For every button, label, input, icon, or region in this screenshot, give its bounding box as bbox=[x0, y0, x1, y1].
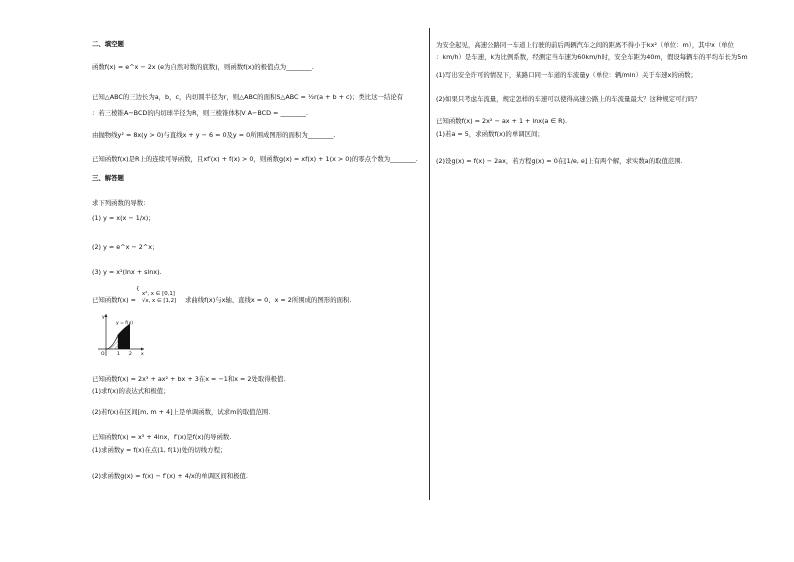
function-problem-part1: (1)若a = 5，求函数f(x)的单调区间； bbox=[436, 130, 544, 138]
question-answer-1-part2: (2) y = e^x − 2^x； bbox=[92, 243, 159, 251]
piecewise-case-2: √x, x ∈ [1,2] bbox=[142, 298, 177, 304]
question-answer-1-part3: (3) y = x²(lnx + sinx). bbox=[92, 268, 162, 276]
tick-label-2: 2 bbox=[129, 352, 132, 357]
question-answer-3-part1: (1)求f(x)的表达式和极值； bbox=[92, 387, 170, 395]
question-answer-4-part2: (2)求函数g(x) = f(x) − f′(x) + 4/x的单调区间和极值. bbox=[92, 472, 248, 480]
x-axis-arrow-icon bbox=[141, 348, 144, 351]
question-answer-3: 已知函数f(x) = 2x³ + ax² + bx + 3在x = −1和x = 2处取得极值. bbox=[92, 375, 286, 383]
function-problem-stem: 已知函数f(x) = 2x² − ax + 1 + lnx(a ∈ R). bbox=[436, 117, 568, 125]
question-answer-4: 已知函数f(x) = x³ + 4lnx，f′(x)是f(x)的导函数. bbox=[92, 433, 232, 441]
question-fill-2a: 已知△ABC的三边长为a，b，c，内切圆半径为r，则△ABC的面积S△ABC = ½r(a + b + c)；类比这一结论有 bbox=[92, 93, 404, 101]
curve-label: y = f(x) bbox=[116, 321, 134, 326]
y-axis-label: y bbox=[102, 315, 105, 320]
piecewise-case-1: x², x ∈ [0,1] bbox=[142, 291, 175, 297]
question-answer-2-prefix: 已知函数f(x) = bbox=[92, 296, 136, 304]
traffic-problem-part2: (2)如果只考虑车流量，规定怎样的车速可以使得高速公路上的车流量最大？这种规定可行吗？ bbox=[436, 95, 701, 103]
question-answer-4-part1: (1)求函数y = f(x)在点(1, f(1))处的切线方程； bbox=[92, 446, 227, 454]
y-axis-arrow-icon bbox=[105, 314, 108, 317]
question-fill-3: 由抛物线y² = 8x(y > 0)与直线x + y − 6 = 0及y = 0所围成图形的面积为________. bbox=[92, 131, 336, 139]
traffic-problem-line-1: 为安全起见，高速公路同一车道上行驶的前后两辆汽车之间的距离不得小于kx²（单位：m），其中x（单位 bbox=[436, 41, 735, 49]
tick-label-1: 1 bbox=[117, 352, 120, 357]
question-answer-1-part1: (1) y = x(x − 1/x)； bbox=[92, 214, 155, 222]
question-fill-2b: ：若三棱锥A−BCD的内切球半径为R，则三棱锥体积V A−BCD = ________. bbox=[92, 109, 309, 117]
question-answer-1: 求下列函数的导数： bbox=[92, 199, 150, 207]
question-answer-2-suffix: 求曲线f(x)与x轴、直线x = 0、x = 2所围成的图形的面积. bbox=[185, 296, 352, 304]
question-fill-4: 已知函数f(x)是R上的连续可导函数，且xf′(x) + f(x) > 0，则函数g(x) = xf(x) + 1(x > 0)的零点个数为________. bbox=[92, 155, 418, 163]
question-answer-3-part2: (2)若f(x)在区间[m, m + 4]上是单调函数，试求m的取值范围. bbox=[92, 408, 271, 416]
piecewise-brace: { bbox=[136, 286, 140, 292]
traffic-problem-line-2: ：km/h）是车速，k为比例系数，经测定当车速为60km/h时，安全车距为40m，假设每辆车的平均车长为5m bbox=[436, 53, 748, 61]
question-fill-1: 函数f(x) = e^x − 2x (e为自然对数的底数)，则函数f(x)的极值点为________. bbox=[92, 63, 314, 71]
origin-label: O bbox=[101, 352, 105, 357]
function-problem-part2: (2)设g(x) = f(x) − 2ax，若方程g(x) = 0在[1/e, e]上有两个解，求实数a的取值范围. bbox=[436, 157, 683, 165]
x-axis-label: x bbox=[141, 352, 144, 357]
traffic-problem-part1: (1)写出安全许可的情况下，某路口同一车道的车流量y（单位：辆/min）关于车速x的函数； bbox=[436, 71, 697, 79]
region-left bbox=[106, 335, 118, 349]
section-answer-heading: 三、解答题 bbox=[92, 174, 124, 182]
right-column bbox=[430, 0, 794, 562]
section-fill-heading: 二、填空题 bbox=[92, 40, 124, 48]
region-right bbox=[118, 324, 130, 349]
area-figure bbox=[96, 312, 146, 358]
